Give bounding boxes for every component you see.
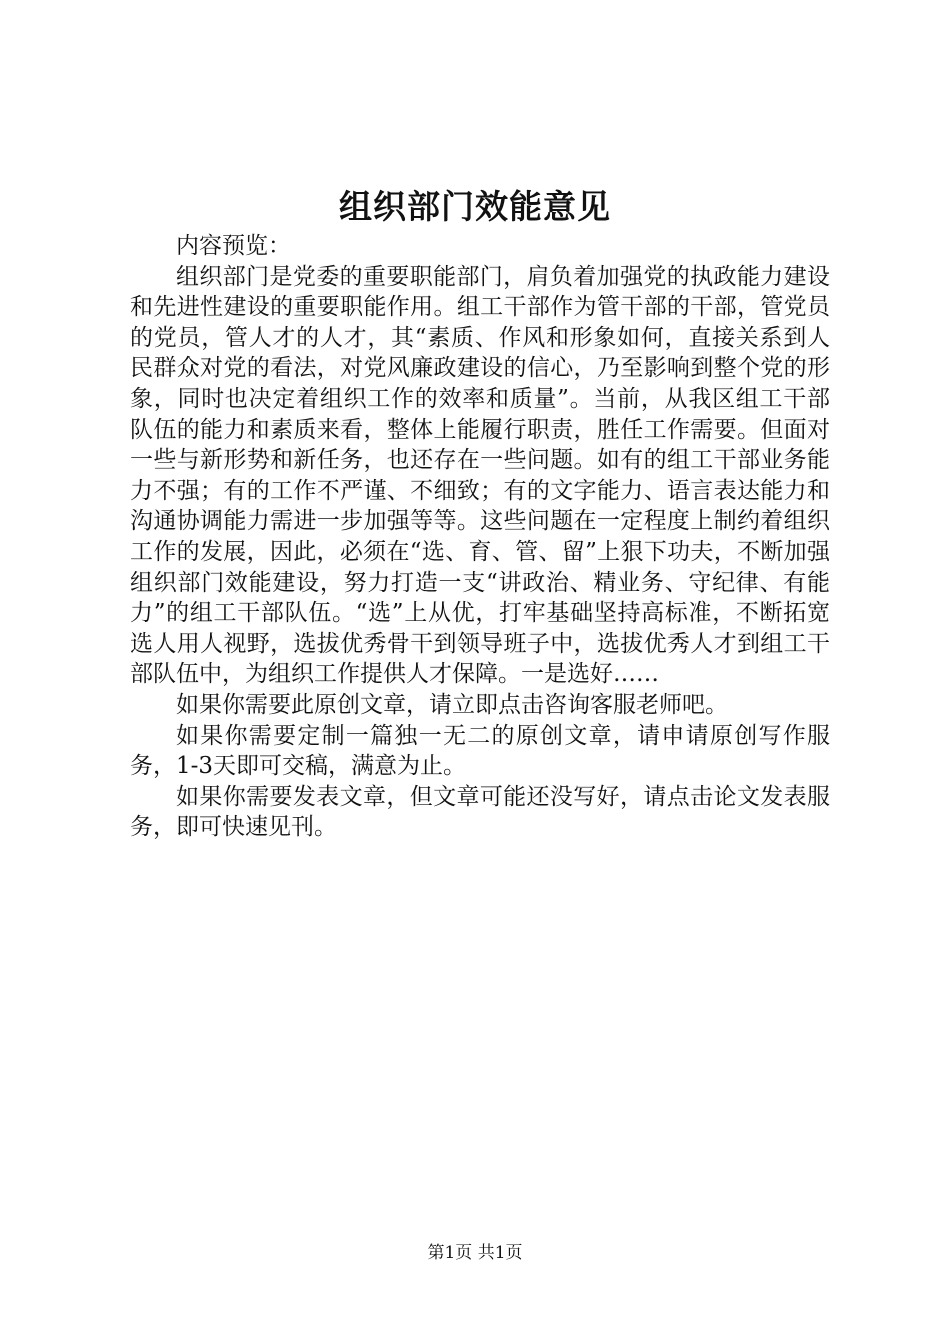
body-paragraph: 组织部门是党委的重要职能部门，肩负着加强党的执政能力建设和先进性建设的重要职能作用。组工干部作为管干部的干部，管党员的党员，管人才的人才，其“素质、作风和形象如何，直接关系到人民群众对党的看法，对党风廉政建设的信心，乃至影响到整个党的形象，同时也决定着组织工作的效率和质量”。当前，从我区组工干部队伍的能力和素质来看，整体上能履行职责，胜任工作需要。但面对一些与新形势和新任务，也还存在一些问题。如有的组工干部业务能力不强；有的工作不严谨、不细致；有的文字能力、语言表达能力和沟通协调能力需进一步加强等等。这些问题在一定程度上制约着组织工作的发展，因此，必须在“选、育、管、留”上狠下功夫，不断加强组织部门效能建设，努力打造一支“讲政治、精业务、守纪律、有能力”的组工干部队伍。“选”上从优，打牢基础坚持高标准，不断拓宽选人用人视野，选拔优秀骨干到领导班子中，选拔优秀人才到组工干部队伍中，为组织工作提供人才保障。一是选好…… bbox=[130, 263, 830, 688]
document-content bbox=[130, 231, 830, 843]
preview-label: 内容预览： bbox=[176, 233, 291, 259]
notice-publish: 如果你需要发表文章，但文章可能还没写好，请点击论文发表服务，即可快速见刊。 bbox=[130, 783, 830, 841]
page-footer: 第1页 共1页 bbox=[427, 1243, 523, 1263]
notice-custom-writing: 如果你需要定制一篇独一无二的原创文章，请申请原创写作服务，1-3天即可交稿，满意为止。 bbox=[130, 722, 830, 780]
notice-consult: 如果你需要此原创文章，请立即点击咨询客服老师吧。 bbox=[176, 691, 728, 718]
document-title: 组织部门效能意见 bbox=[339, 187, 611, 226]
